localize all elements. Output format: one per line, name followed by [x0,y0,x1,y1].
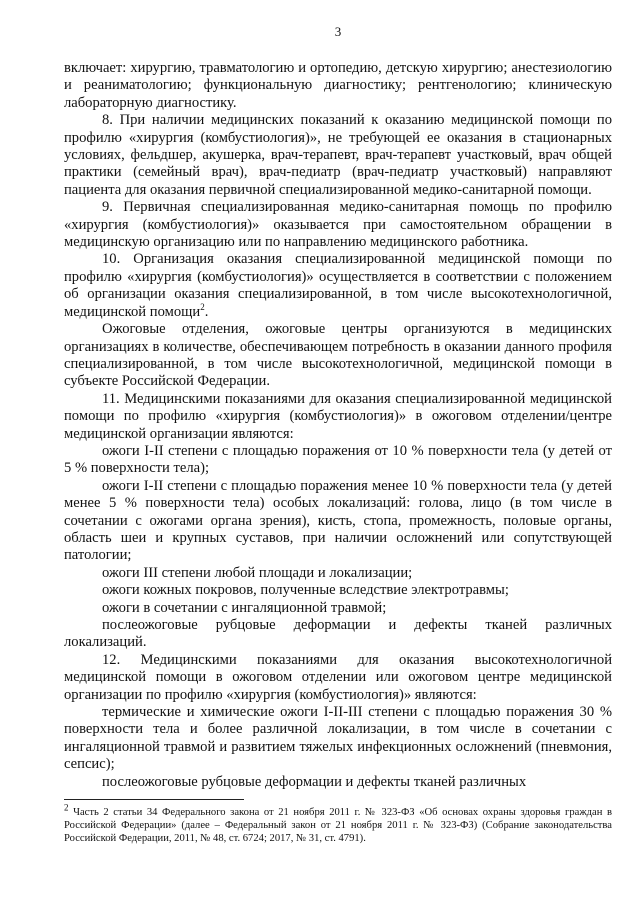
paragraph: 9. Первичная специализированная медико-санитарная помощь по профилю «хирургия (комбустиология)» оказывается при самостоятельном обращении в медицинскую организацию или по направлению медицинского работника. [64,199,612,251]
list-item: послеожоговые рубцовые деформации и дефекты тканей различных [102,773,527,790]
paragraph-end: . [204,303,209,320]
list-item: ожоги III степени любой площади и локализации; [102,564,413,581]
paragraph: 12. Медицинскими показаниями для оказания высокотехнологичной медицинской помощи в ожоговом отделении или ожоговом центре медицинской организации по профилю «хирургия (комбустиология)» являются: [64,651,612,703]
list-item: ожоги кожных покровов, полученные вследствие электротравмы; [102,582,509,599]
document-body [64,60,612,791]
footnote-text: Часть 2 статьи 34 Федерального закона от 21 ноября 2011 г. № 323-ФЗ «Об основах охраны здоровья граждан в Российской Федерации» (далее – Федеральный закон от 21 ноября 2011 г. № 323-ФЗ) (Собрание законодательства Российской Федерации, 2011, № 48, ст. 6724; 2017, № 31, ст. 4791). [64,807,612,845]
list-item: термические и химические ожоги I-II-III степени с площадью поражения 30 % поверхности тела и более различной локализации, в том числе в сочетании с ингаляционной травмой и развитием тяжелых инфекционных осложнений (пневмония, сепсис); [64,704,612,773]
list-item: ожоги в сочетании с ингаляционной травмой; [102,599,387,616]
paragraph-text: 10. Организация оказания специализированной медицинской помощи по профилю «хирургия (комбустиология)» осуществляется в соответствии с положением об организации оказания специализированной, в том числе высокотехнологичной, медицинской помощи [64,251,612,320]
paragraph [64,251,612,321]
footnote-ref: 2 [200,301,205,312]
footnote [64,802,612,845]
list-item: послеожоговые рубцовые деформации и дефекты тканей различных локализаций. [64,617,612,651]
footnote-separator [64,799,244,800]
paragraph: 11. Медицинскими показаниями для оказания специализированной медицинской помощи по профилю «хирургия (комбустиология)» в ожоговом отделении/центре медицинской организации являются: [64,390,612,442]
paragraph: включает: хирургию, травматологию и ортопедию, детскую хирургию; анестезиологию и реаниматологию; функциональную диагностику; рентгенологию; клиническую лабораторную диагностику. [64,60,612,111]
paragraph: 8. При наличии медицинских показаний к оказанию медицинской помощи по профилю «хирургия (комбустиология)», не требующей ее оказания в стационарных условиях, фельдшер, акушерка, врач-терапевт, врач-терапевт участковый, врач общей практики (семейный врач), врач-педиатр (врач-педиатр участковый) направляют пациента для оказания первичной специализированной медико-санитарной помощи. [64,112,612,198]
list-item: ожоги I-II степени с площадью поражения от 10 % поверхности тела (у детей от 5 % поверхности тела); [64,442,612,477]
page-number: 3 [334,24,342,39]
list-item: ожоги I-II степени с площадью поражения менее 10 % поверхности тела (у детей менее 5 % поверхности тела) особых локализаций: голова, лицо (в том числе в сочетании с ожогами органа зрения), кисть, стопа, промежность, половые органы, область шеи и крупных суставов, при наличии осложнений или сопутствующей патологии; [64,477,612,564]
paragraph: Ожоговые отделения, ожоговые центры организуются в медицинских организациях в количестве, обеспечивающем потребность в оказании данного профиля специализированной, в том числе высокотехнологичной, медицинской помощи в субъекте Российской Федерации. [64,321,612,390]
footnote-mark: 2 [64,802,69,813]
